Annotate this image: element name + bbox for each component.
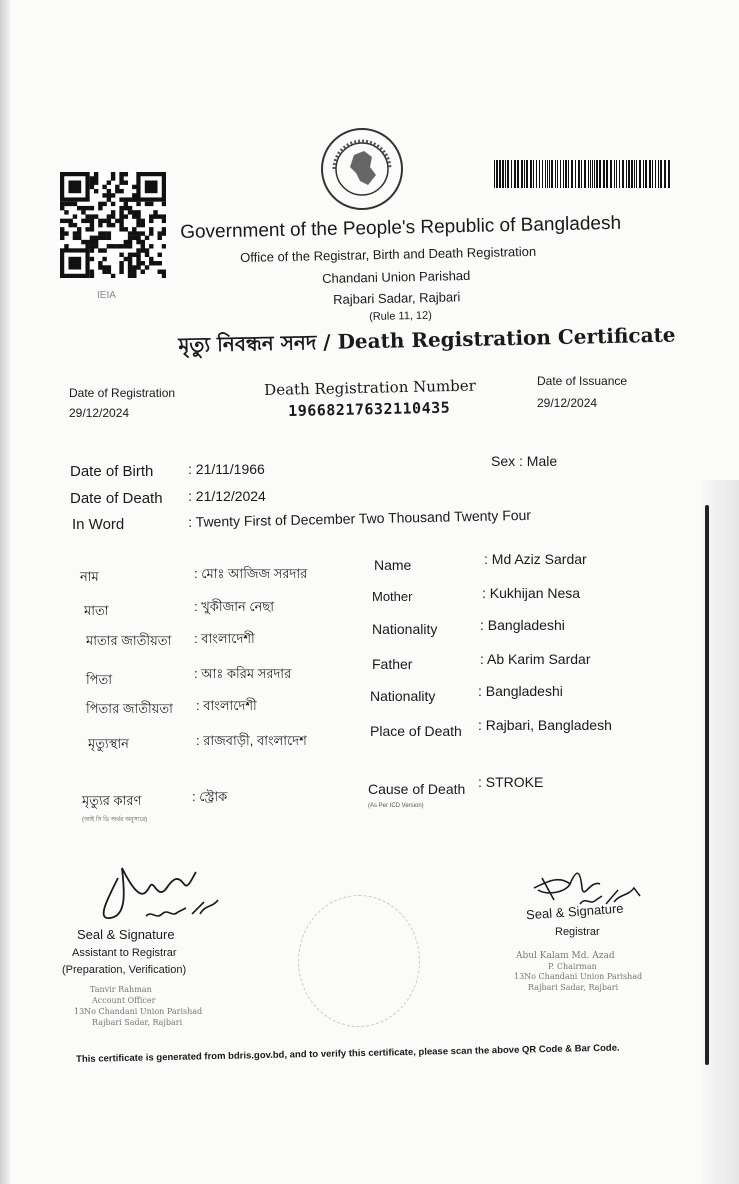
left-role-assistant: Assistant to Registrar	[72, 947, 177, 959]
en-father-nationality-label: Nationality	[370, 688, 436, 704]
bn-mother-label: মাতা	[84, 603, 109, 618]
bangladesh-seal-icon	[320, 127, 404, 211]
bn-cause-value: : স্ট্রোক	[192, 789, 228, 804]
right-role-registrar: Registrar	[555, 926, 600, 938]
left-role-preparation: (Preparation, Verification)	[62, 964, 187, 976]
date-of-birth-label: Date of Birth	[70, 463, 154, 480]
left-stamp-line-2: Account Officer	[92, 996, 156, 1005]
bn-cause-label: মৃত্যুর কারণ	[82, 793, 142, 808]
left-seal-signature-caption: Seal & Signature	[77, 927, 175, 942]
bn-father-label: পিতা	[86, 672, 113, 687]
en-name-value: : Md Aziz Sardar	[484, 551, 587, 567]
paper-edge-left	[0, 0, 10, 1184]
bn-name-value: : মোঃ আজিজ সরদার	[194, 566, 308, 581]
barcode-icon	[494, 160, 672, 188]
bn-mother-nationality-label: মাতার জাতীয়তা	[86, 633, 172, 648]
left-stamp-line-3: 13No Chandani Union Parishad	[74, 1007, 203, 1016]
date-of-issuance-value: 29/12/2024	[537, 396, 598, 410]
qr-code-icon	[60, 172, 166, 278]
government-title: Government of the People's Republic of Bangladesh	[180, 212, 622, 243]
bn-place-value: : রাজবাড়ী, বাংলাদেশ	[196, 733, 307, 748]
registration-number-label: Death Registration Number	[264, 376, 476, 399]
right-stamp-line-3: 13No Chandani Union Parishad	[514, 972, 643, 981]
bn-father-value: : আঃ করিম সরদার	[194, 666, 292, 681]
assistant-signature	[88, 858, 228, 928]
en-name-label: Name	[374, 557, 412, 573]
footer-verification-note: This certificate is generated from bdris.gov.bd, and to verify this certificate, please scan the above QR Code & Bar Code.	[76, 1042, 620, 1065]
left-stamp-line-4: Rajbari Sadar, Rajbari	[92, 1018, 183, 1027]
right-stamp-line-2: P. Chairman	[548, 962, 597, 971]
en-mother-value: : Kukhijan Nesa	[482, 585, 581, 601]
right-seal-signature-caption: Seal & Signature	[525, 900, 624, 923]
left-stamp-line-1: Tanvir Rahman	[90, 985, 152, 994]
date-of-registration-label: Date of Registration	[69, 386, 176, 400]
location-name: Rajbari Sadar, Rajbari	[333, 289, 461, 307]
en-father-nationality-value: : Bangladeshi	[478, 683, 563, 699]
bn-name-label: নাম	[80, 569, 99, 584]
office-name: Office of the Registrar, Birth and Death Registration	[240, 243, 537, 265]
barcode[interactable]	[494, 160, 672, 188]
faint-seal-stamp	[298, 895, 420, 1027]
qr-code[interactable]	[60, 172, 166, 278]
bn-mother-value: : খুকীজান নেছা	[194, 599, 275, 614]
en-mother-label: Mother	[372, 589, 413, 604]
rule-reference: (Rule 11, 12)	[369, 309, 433, 323]
date-of-birth-value: : 21/11/1966	[188, 461, 265, 477]
en-place-value: : Rajbari, Bangladesh	[478, 717, 612, 733]
qr-caption: IEIA	[97, 290, 116, 301]
sex-value: Sex : Male	[491, 453, 558, 469]
en-place-label: Place of Death	[370, 723, 462, 739]
date-of-issuance-label: Date of Issuance	[537, 374, 628, 388]
date-of-death-value: : 21/12/2024	[188, 488, 266, 504]
bn-father-nationality-label: পিতার জাতীয়তা	[86, 701, 173, 716]
en-mother-nationality-label: Nationality	[372, 621, 438, 637]
en-cause-label: Cause of Death	[368, 781, 466, 797]
en-mother-nationality-value: : Bangladeshi	[480, 617, 565, 633]
bn-father-nationality-value: : বাংলাদেশী	[196, 698, 257, 713]
in-word-label: In Word	[72, 516, 125, 533]
en-cause-value: : STROKE	[478, 774, 544, 790]
en-father-value: : Ab Karim Sardar	[480, 651, 591, 667]
paper-shadow-line	[705, 505, 709, 1065]
bn-cause-note: (আই সি ডি অর্থর অনুসারে)	[82, 817, 148, 823]
date-of-death-label: Date of Death	[70, 490, 163, 507]
registration-number-value: 19668217632110435	[288, 398, 451, 420]
en-cause-note: (As Per ICD Version)	[368, 803, 424, 809]
bn-place-label: মৃত্যুস্থান	[88, 736, 129, 751]
certificate-title: মৃত্যু নিবন্ধন সনদ / Death Registration Certificate	[178, 322, 676, 357]
union-name: Chandani Union Parishad	[322, 267, 471, 286]
bn-mother-nationality-value: : বাংলাদেশী	[194, 631, 255, 646]
en-father-label: Father	[372, 656, 413, 672]
government-seal	[320, 127, 404, 211]
in-word-value: : Twenty First of December Two Thousand Twenty Four	[188, 506, 532, 530]
date-of-registration-value: 29/12/2024	[69, 406, 130, 420]
right-stamp-line-4: Rajbari Sadar, Rajbari	[528, 983, 619, 992]
right-stamp-line-1: Abul Kalam Md. Azad	[516, 951, 615, 961]
